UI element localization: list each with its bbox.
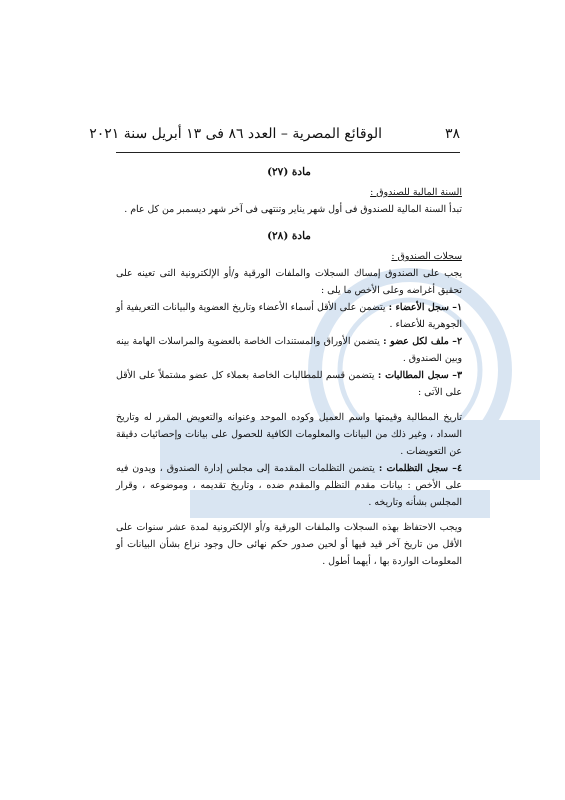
article-28-intro: يجب على الصندوق إمساك السجلات والملفات الورقية و/أو الإلكترونية التى تعينه على تحقيق أغراضه وعلى الأخص ما يلى : xyxy=(116,268,462,296)
item-label: ٤– سجل التظلمات : xyxy=(378,463,462,474)
register-item-grievances xyxy=(116,460,462,511)
article-27-body: تبدأ السنة المالية للصندوق فى أول شهر يناير وتنتهى فى آخر شهر ديسمبر من كل عام . xyxy=(124,204,462,215)
item-text: يتضمن على الأقل أسماء الأعضاء وتاريخ العضوية والبيانات التعريفية أو الجوهرية للأعضاء . xyxy=(116,302,462,330)
retention-paragraph: ويجب الاحتفاظ بهذه السجلات والملفات الورقية و/أو الإلكترونية لمدة عشر سنوات على الأقل من تاريخ آخر قيد فيها أو لحين صدور حكم نهائى حال وجود نزاع بشأن البيانات أو المعلومات الواردة بها ، أيهما أطول . xyxy=(116,522,462,567)
article-27-heading: مادة (٢٧) xyxy=(267,166,311,178)
register-item-claims xyxy=(116,367,462,401)
item-label: ٣– سجل المطالبات : xyxy=(377,370,462,381)
item-label: ٢– ملف لكل عضو : xyxy=(383,336,462,347)
item-text: يتضمن الأوراق والمستندات الخاصة بالعضوية والمراسلات الهامة بينه وبين الصندوق . xyxy=(116,336,462,364)
header-divider xyxy=(116,152,460,153)
article-27-subheading: السنة المالية للصندوق : xyxy=(370,187,462,198)
gazette-title: الوقائع المصرية – العدد ٨٦ فى ١٣ أبريل سنة ٢٠٢١ xyxy=(89,126,382,142)
document-body xyxy=(116,162,462,570)
item-label: ١– سجل الأعضاء : xyxy=(388,302,463,313)
claims-detail: تاريخ المطالبة وقيمتها واسم العميل وكوده الموحد وعنوانه والتعويض المقرر له وتاريخ السداد ، وغير ذلك من البيانات والمعلومات الكافية للحصول على بيانات وإحصائيات دقيقة عن التعويضات . xyxy=(116,412,462,457)
page-header xyxy=(89,126,460,148)
article-28-subheading: سجلات الصندوق : xyxy=(391,251,462,262)
article-28-heading: مادة (٢٨) xyxy=(267,230,311,242)
item-text: يتضمن التظلمات المقدمة إلى مجلس إدارة الصندوق ، ويدون فيه على الأخص : بيانات مقدم التظلم والمقدم ضده ، وتاريخ تقديمه ، وموضوعه ، وقرار المجلس بشأنه وتاريخه . xyxy=(116,463,462,508)
register-item-member-file xyxy=(116,333,462,367)
page-number: ٣٨ xyxy=(444,126,460,142)
register-item-members xyxy=(116,299,462,333)
item-text: يتضمن قسم للمطالبات الخاصة بعملاء كل عضو مشتملاً على الأقل على الآتى : xyxy=(116,370,462,398)
